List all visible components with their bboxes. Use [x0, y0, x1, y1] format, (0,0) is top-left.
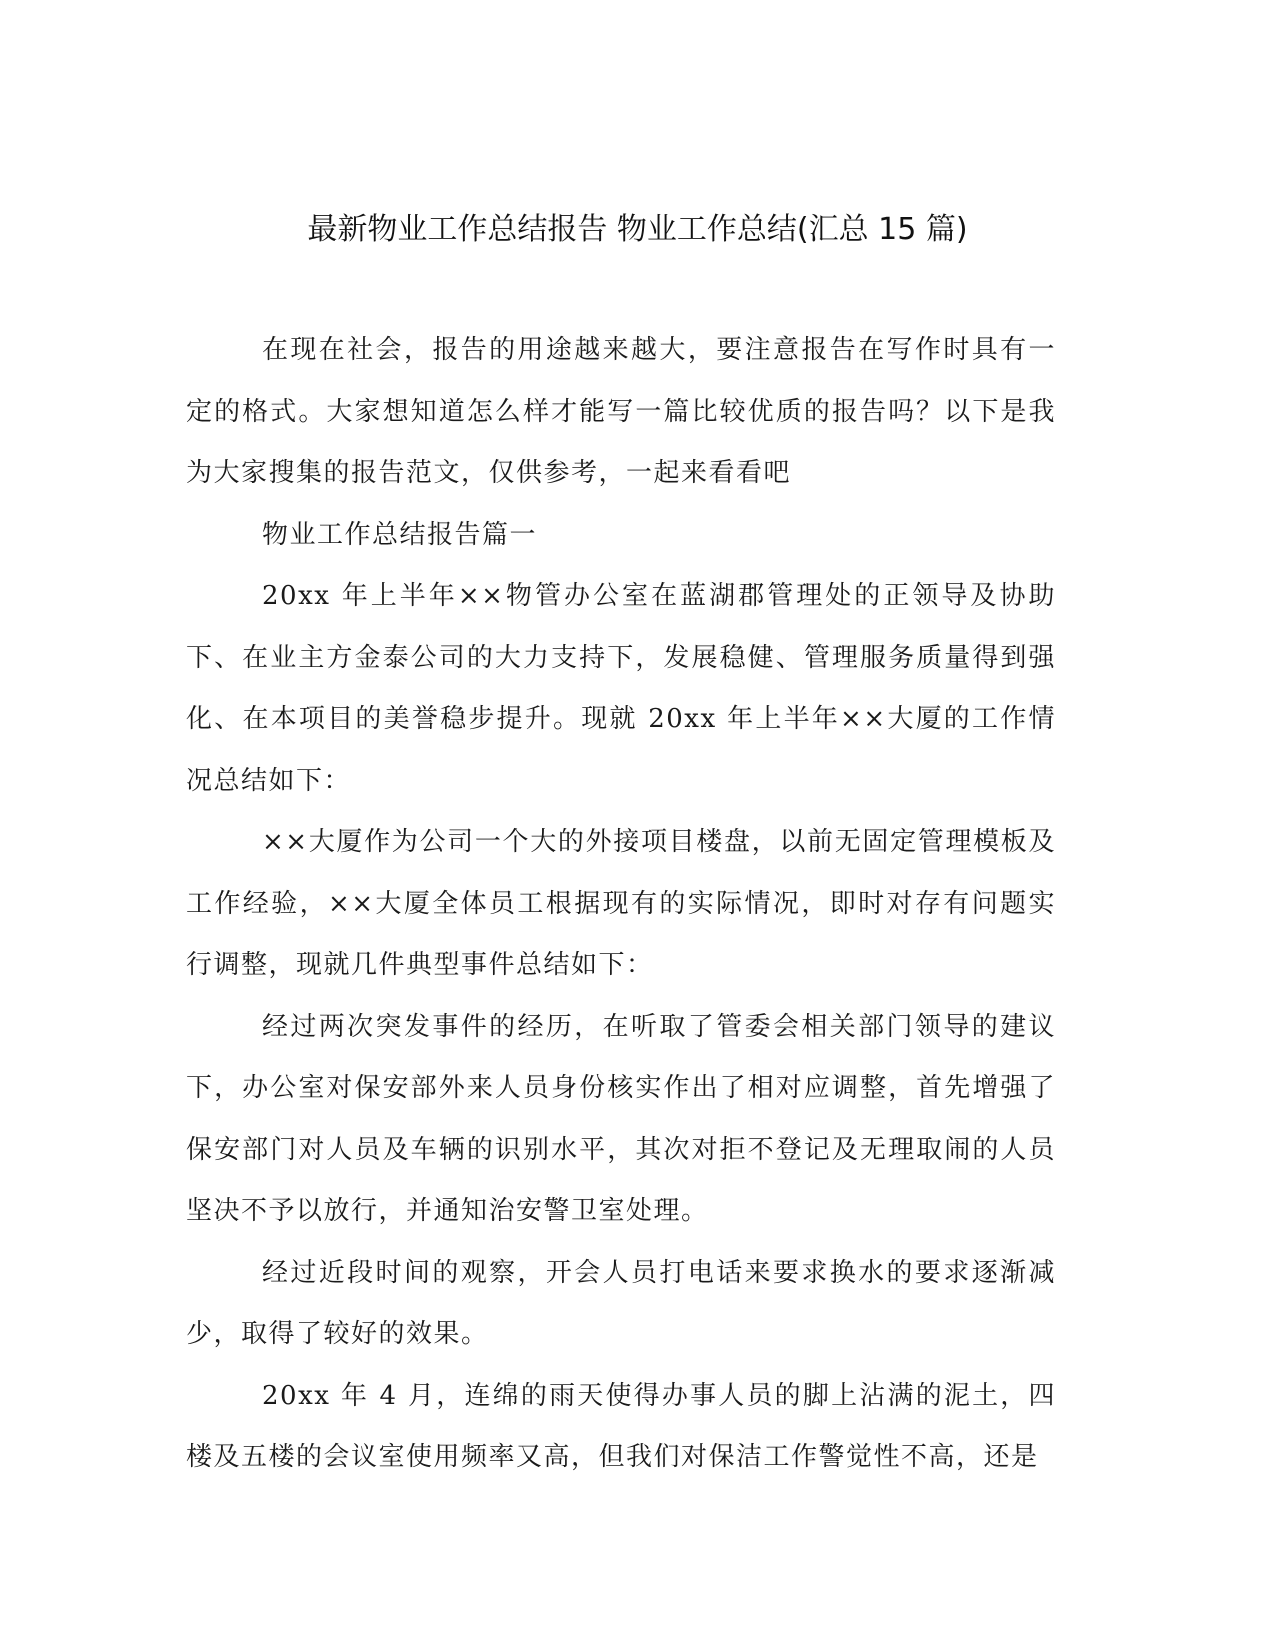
paragraph: 经过两次突发事件的经历，在听取了管委会相关部门领导的建议下，办公室对保安部外来人员身份核实作出了相对应调整，首先增强了保安部门对人员及车辆的识别水平，其次对拒不登记及无理取闹的人员坚决不予以放行，并通知治安警卫室处理。	[186, 1011, 1056, 1226]
paragraph-intro: 在现在社会，报告的用途越来越大，要注意报告在写作时具有一定的格式。大家想知道怎么样才能写一篇比较优质的报告吗？以下是我为大家搜集的报告范文，仅供参考，一起来看看吧	[186, 335, 1056, 488]
paragraph: 经过近段时间的观察，开会人员打电话来要求换水的要求逐渐减少，取得了较好的效果。	[186, 1257, 1056, 1349]
paragraph: ××大厦作为公司一个大的外接项目楼盘，以前无固定管理模板及工作经验，××大厦全体员工根据现有的实际情况，即时对存有问题实行调整，现就几件典型事件总结如下：	[186, 827, 1056, 980]
document-title: 最新物业工作总结报告 物业工作总结(汇总 15 篇)	[307, 212, 968, 247]
paragraph: 20xx 年 4 月，连绵的雨天使得办事人员的脚上沾满的泥土，四楼及五楼的会议室使用频率又高，但我们对保洁工作警觉性不高，还是	[186, 1380, 1056, 1472]
paragraph: 20xx 年上半年××物管办公室在蓝湖郡管理处的正领导及协助下、在业主方金泰公司的大力支持下，发展稳健、管理服务质量得到强化、在本项目的美誉稳步提升。现就 20xx 年上半年××大厦的工作情况总结如下：	[186, 581, 1056, 796]
document-body	[186, 320, 1056, 1489]
section-heading: 物业工作总结报告篇一	[262, 519, 538, 550]
